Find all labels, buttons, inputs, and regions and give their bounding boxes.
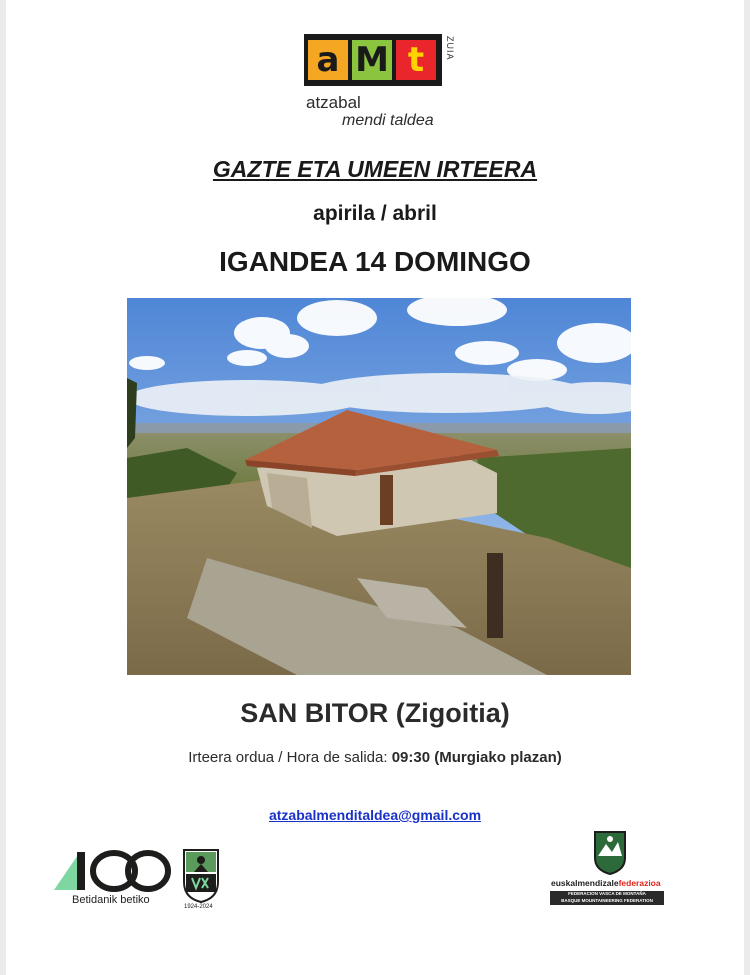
centenary-tagline: Betidanik betiko: [72, 894, 150, 906]
contact-email-link[interactable]: atzabalmenditaldea@gmail.com: [268, 807, 482, 823]
federation-name-part2: federazioa: [618, 878, 661, 888]
logo-club-name: atzabal: [306, 93, 361, 112]
logo-letter-t: t: [396, 40, 436, 80]
hermitage-photo: [127, 298, 631, 675]
federation-shield-icon: [548, 830, 670, 876]
club-shield-logo: [182, 848, 222, 914]
logo-club-subtitle: mendi taldea: [342, 112, 434, 129]
poster-page: [6, 0, 744, 975]
departure-time: 09:30 (Murgiako plazan): [391, 749, 562, 766]
departure-label: Irteera ordua / Hora de salida:: [188, 749, 388, 766]
event-title: GAZTE ETA UMEEN IRTEERA: [212, 156, 538, 182]
club-shield-icon: [182, 848, 220, 904]
federation-banner-line1: FEDERACION VASCA DE MONTAÑA: [568, 891, 646, 896]
event-place: SAN BITOR (Zigoitia): [240, 698, 510, 728]
federation-name-part1: euskalmendizale: [551, 878, 619, 888]
federation-banner-line2: BASQUE MOUNTAINEERING FEDERATION: [561, 897, 653, 903]
federation-logo: [548, 830, 670, 910]
amt-club-logo: [304, 34, 464, 134]
departure-info: [6, 749, 744, 766]
hermitage-illustration: [127, 298, 631, 675]
federation-banner: [550, 891, 664, 905]
centenary-logo: [52, 848, 172, 912]
event-month: apirila / abril: [313, 202, 437, 225]
logo-side-text: ZUIA: [445, 36, 455, 61]
event-date: IGANDEA 14 DOMINGO: [219, 246, 531, 277]
club-shield-years: 1924-2024: [184, 904, 213, 910]
logo-letter-m: M: [352, 40, 392, 80]
centenary-100-mark: [52, 848, 172, 894]
federation-name: [551, 878, 661, 888]
logo-letter-a: a: [308, 40, 348, 80]
